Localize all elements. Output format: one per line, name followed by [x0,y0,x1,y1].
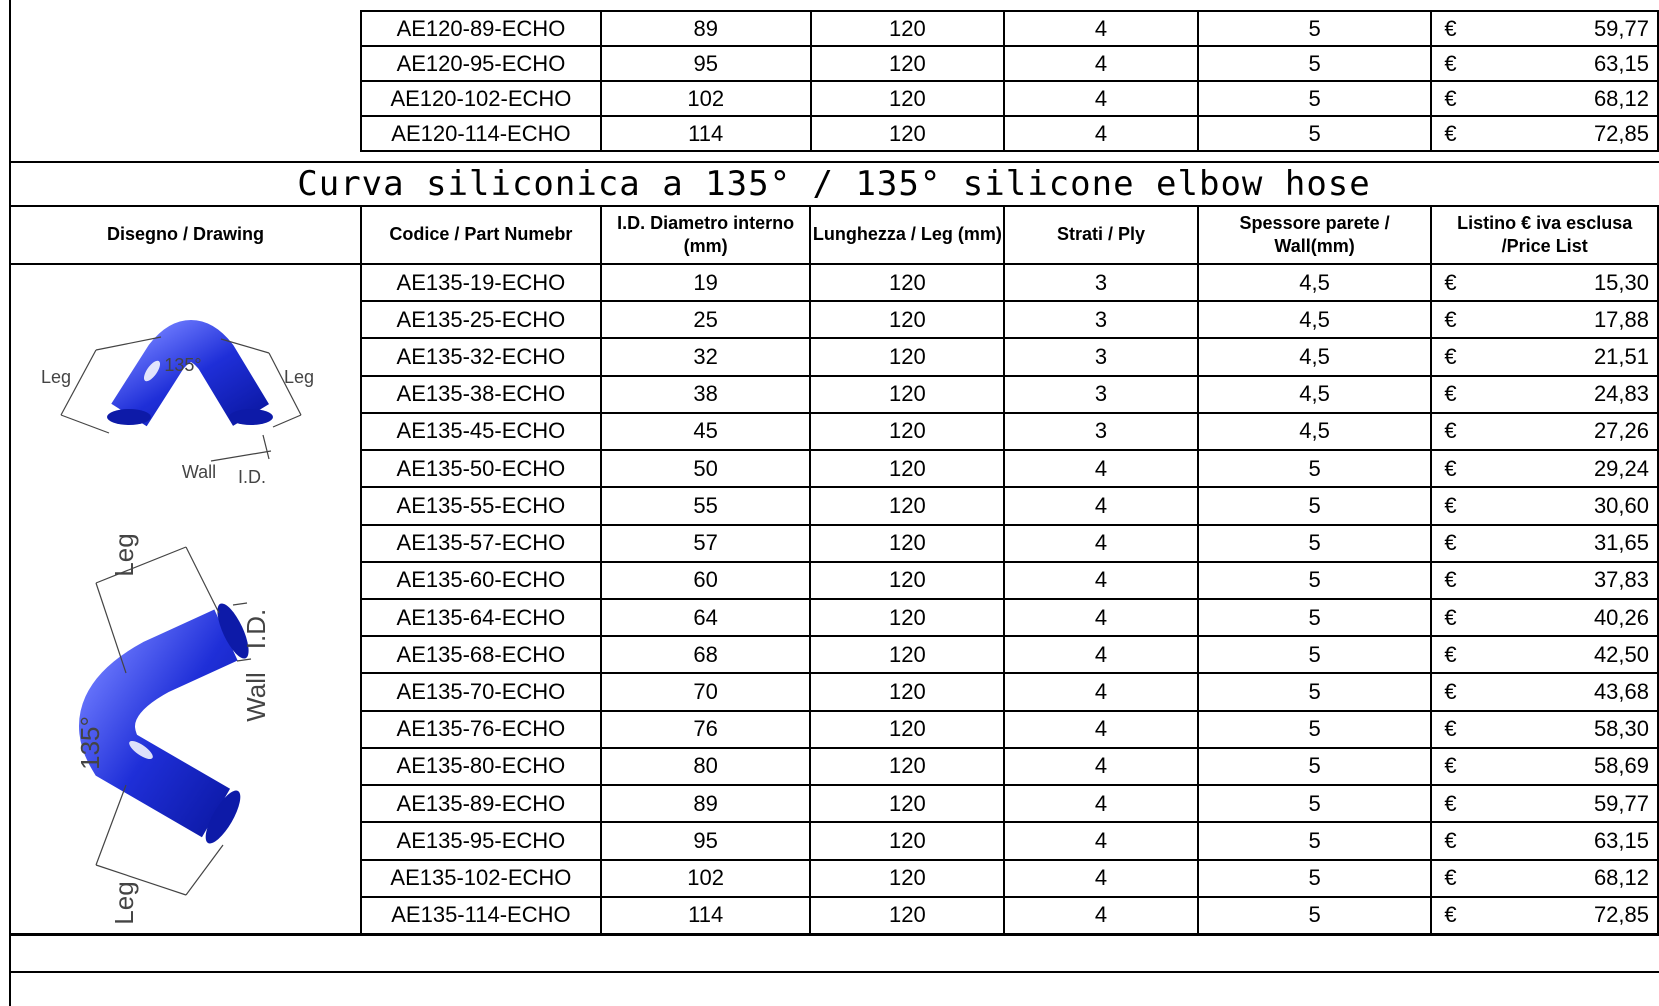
main-table-body [10,264,1658,934]
upper-left-end [107,409,151,425]
leg-length-cell: 120 [810,748,1004,785]
inner-diameter-cell: 95 [601,822,811,859]
leg-length-cell: 120 [810,450,1004,487]
price-cell [1431,116,1658,151]
currency-symbol: € [1444,344,1457,370]
wall-thickness-cell: 5 [1198,116,1432,151]
price-cell [1431,264,1658,301]
currency-symbol: € [1444,679,1457,705]
price-amount: 63,15 [1593,50,1649,76]
currency-symbol: € [1444,381,1457,407]
price-cell [1431,748,1658,785]
price-amount: 37,83 [1593,567,1649,593]
currency-symbol: € [1444,269,1457,295]
leg-length-cell: 120 [810,785,1004,822]
wall-thickness-cell: 5 [1198,525,1432,562]
leg-length-cell: 120 [810,338,1004,375]
ply-cell: 4 [1004,748,1198,785]
price-amount: 68,12 [1593,85,1649,111]
wall-thickness-cell: 5 [1198,711,1432,748]
inner-diameter-cell: 60 [601,562,811,599]
wall-thickness-cell: 5 [1198,673,1432,710]
header-leg: Lunghezza / Leg (mm) [810,206,1004,264]
header-row [10,206,1658,264]
inner-diameter-cell: 76 [601,711,811,748]
inner-diameter-cell: 102 [601,81,811,116]
top-table-body [361,11,1658,151]
ply-cell: 4 [1004,562,1198,599]
part-code-cell: AE135-70-ECHO [361,673,601,710]
ply-cell: 4 [1004,450,1198,487]
header-code: Codice / Part Numebr [361,206,601,264]
part-code-cell: AE135-19-ECHO [361,264,601,301]
part-code-cell: AE135-32-ECHO [361,338,601,375]
part-code-cell: AE135-25-ECHO [361,301,601,338]
price-amount: 30,60 [1593,492,1649,518]
table-row [361,11,1658,46]
bottom-divider-1 [9,934,1659,936]
price-cell [1431,860,1658,897]
price-amount: 72,85 [1593,120,1649,146]
part-code-cell: AE135-102-ECHO [361,860,601,897]
part-code-cell: AE120-95-ECHO [361,46,601,81]
ply-cell: 3 [1004,376,1198,413]
part-code-cell: AE135-60-ECHO [361,562,601,599]
ply-cell: 4 [1004,11,1198,46]
inner-diameter-cell: 64 [601,599,811,636]
inner-diameter-cell: 55 [601,487,811,524]
wall-thickness-cell: 4,5 [1198,264,1432,301]
wall-thickness-cell: 5 [1198,636,1432,673]
price-cell [1431,46,1658,81]
price-amount: 42,50 [1593,641,1649,667]
ply-cell: 4 [1004,860,1198,897]
price-cell [1431,338,1658,375]
inner-diameter-cell: 95 [601,46,811,81]
leg-length-cell: 120 [810,264,1004,301]
price-amount: 15,30 [1593,269,1649,295]
ply-cell: 4 [1004,487,1198,524]
lower-leg-label-bottom: Leg [109,881,139,925]
leg-length-cell: 120 [810,562,1004,599]
price-amount: 68,12 [1593,865,1649,891]
inner-diameter-cell: 19 [601,264,811,301]
lower-angle-label: 135° [75,716,105,770]
price-amount: 72,85 [1593,902,1649,928]
ply-cell: 3 [1004,338,1198,375]
price-cell [1431,376,1658,413]
ply-cell: 4 [1004,599,1198,636]
price-amount: 27,26 [1593,418,1649,444]
currency-symbol: € [1444,902,1457,928]
upper-leg-label-right: Leg [283,367,315,387]
ply-cell: 4 [1004,525,1198,562]
currency-symbol: € [1444,865,1457,891]
wall-thickness-cell: 4,5 [1198,376,1432,413]
price-cell [1431,11,1658,46]
currency-symbol: € [1444,753,1457,779]
inner-diameter-cell: 70 [601,673,811,710]
inner-diameter-cell: 25 [601,301,811,338]
part-code-cell: AE135-55-ECHO [361,487,601,524]
currency-symbol: € [1444,418,1457,444]
header-ply: Strati / Ply [1004,206,1198,264]
price-amount: 63,15 [1593,827,1649,853]
inner-diameter-cell: 102 [601,860,811,897]
wall-thickness-cell: 4,5 [1198,413,1432,450]
inner-diameter-cell: 89 [601,785,811,822]
wall-thickness-cell: 5 [1198,450,1432,487]
table-row [10,264,1658,301]
part-code-cell: AE135-114-ECHO [361,897,601,934]
price-cell [1431,785,1658,822]
currency-symbol: € [1444,120,1457,146]
part-code-cell: AE135-95-ECHO [361,822,601,859]
currency-symbol: € [1444,790,1457,816]
price-amount: 58,69 [1593,753,1649,779]
inner-diameter-cell: 38 [601,376,811,413]
inner-diameter-cell: 114 [601,116,811,151]
leg-length-cell: 120 [810,822,1004,859]
wall-thickness-cell: 5 [1198,81,1432,116]
header-id: I.D. Diametro interno (mm) [601,206,811,264]
inner-diameter-cell: 45 [601,413,811,450]
part-code-cell: AE135-68-ECHO [361,636,601,673]
currency-symbol: € [1444,492,1457,518]
ply-cell: 4 [1004,822,1198,859]
inner-diameter-cell: 89 [601,11,811,46]
ply-cell: 4 [1004,116,1198,151]
bottom-divider-2 [9,971,1659,973]
currency-symbol: € [1444,15,1457,41]
wall-thickness-cell: 4,5 [1198,338,1432,375]
price-amount: 59,77 [1593,15,1649,41]
ply-cell: 4 [1004,636,1198,673]
currency-symbol: € [1444,641,1457,667]
leg-length-cell: 120 [810,487,1004,524]
wall-thickness-cell: 5 [1198,562,1432,599]
price-cell [1431,599,1658,636]
price-amount: 59,77 [1593,790,1649,816]
price-amount: 21,51 [1593,344,1649,370]
wall-thickness-cell: 5 [1198,897,1432,934]
upper-wall-label: Wall [181,462,217,482]
part-code-cell: AE135-64-ECHO [361,599,601,636]
leg-length-cell: 120 [810,301,1004,338]
main-price-table [9,205,1659,935]
wall-thickness-cell: 5 [1198,785,1432,822]
inner-diameter-cell: 57 [601,525,811,562]
inner-diameter-cell: 80 [601,748,811,785]
wall-thickness-cell: 5 [1198,11,1432,46]
upper-leg-label-left: Leg [40,367,72,387]
price-cell [1431,487,1658,524]
currency-symbol: € [1444,827,1457,853]
currency-symbol: € [1444,530,1457,556]
lower-elbow-illustration [96,547,255,895]
wall-thickness-cell: 5 [1198,822,1432,859]
wall-thickness-cell: 5 [1198,46,1432,81]
currency-symbol: € [1444,455,1457,481]
currency-symbol: € [1444,306,1457,332]
leg-length-cell: 120 [810,376,1004,413]
wall-thickness-cell: 5 [1198,748,1432,785]
leg-length-cell: 120 [811,11,1005,46]
upper-angle-label: 135° [164,355,202,375]
leg-length-cell: 120 [810,413,1004,450]
currency-symbol: € [1444,50,1457,76]
part-code-cell: AE120-114-ECHO [361,116,601,151]
currency-symbol: € [1444,604,1457,630]
wall-thickness-cell: 4,5 [1198,301,1432,338]
part-code-cell: AE120-102-ECHO [361,81,601,116]
inner-diameter-cell: 50 [601,450,811,487]
header-drawing: Disegno / Drawing [10,206,361,264]
leg-length-cell: 120 [811,116,1005,151]
upper-id-label: I.D. [237,467,267,487]
price-cell [1431,81,1658,116]
part-code-cell: AE120-89-ECHO [361,11,601,46]
part-code-cell: AE135-89-ECHO [361,785,601,822]
part-code-cell: AE135-57-ECHO [361,525,601,562]
top-price-table [360,10,1659,152]
section-title-band [9,161,1659,207]
price-amount: 31,65 [1593,530,1649,556]
price-cell [1431,673,1658,710]
price-cell [1431,636,1658,673]
price-cell [1431,822,1658,859]
section-title: Curva siliconica a 135° / 135° silicone elbow hose [297,164,1371,204]
currency-symbol: € [1444,716,1457,742]
leg-length-cell: 120 [810,897,1004,934]
leg-length-cell: 120 [810,711,1004,748]
ply-cell: 4 [1004,711,1198,748]
elbow-hose-drawing [11,265,360,933]
table-row [361,81,1658,116]
wall-thickness-cell: 5 [1198,599,1432,636]
currency-symbol: € [1444,567,1457,593]
ply-cell: 3 [1004,264,1198,301]
ply-cell: 3 [1004,413,1198,450]
part-code-cell: AE135-80-ECHO [361,748,601,785]
ply-cell: 4 [1004,673,1198,710]
lower-id-label: I.D. [241,608,271,650]
price-cell [1431,525,1658,562]
header-wall: Spessore parete / Wall(mm) [1198,206,1432,264]
ply-cell: 4 [1004,897,1198,934]
price-amount: 17,88 [1593,306,1649,332]
leg-length-cell: 120 [811,46,1005,81]
price-cell [1431,301,1658,338]
part-code-cell: AE135-76-ECHO [361,711,601,748]
drawing-cell [10,264,361,934]
part-code-cell: AE135-38-ECHO [361,376,601,413]
price-cell [1431,711,1658,748]
upper-right-end [229,409,273,425]
leg-length-cell: 120 [810,860,1004,897]
ply-cell: 4 [1004,81,1198,116]
table-row [361,46,1658,81]
part-code-cell: AE135-45-ECHO [361,413,601,450]
price-amount: 29,24 [1593,455,1649,481]
price-amount: 24,83 [1593,381,1649,407]
part-code-cell: AE135-50-ECHO [361,450,601,487]
leg-length-cell: 120 [810,599,1004,636]
price-cell [1431,413,1658,450]
price-cell [1431,562,1658,599]
currency-symbol: € [1444,85,1457,111]
leg-length-cell: 120 [810,673,1004,710]
leg-length-cell: 120 [811,81,1005,116]
header-price: Listino € iva esclusa /Price List [1431,206,1658,264]
price-cell [1431,450,1658,487]
lower-wall-label: Wall [241,672,271,722]
table-row [361,116,1658,151]
inner-diameter-cell: 32 [601,338,811,375]
ply-cell: 4 [1004,785,1198,822]
leg-length-cell: 120 [810,636,1004,673]
price-amount: 43,68 [1593,679,1649,705]
inner-diameter-cell: 114 [601,897,811,934]
price-amount: 40,26 [1593,604,1649,630]
ply-cell: 4 [1004,46,1198,81]
wall-thickness-cell: 5 [1198,487,1432,524]
wall-thickness-cell: 5 [1198,860,1432,897]
leg-length-cell: 120 [810,525,1004,562]
inner-diameter-cell: 68 [601,636,811,673]
ply-cell: 3 [1004,301,1198,338]
lower-leg-label-top: Leg [109,533,139,577]
price-amount: 58,30 [1593,716,1649,742]
price-cell [1431,897,1658,934]
